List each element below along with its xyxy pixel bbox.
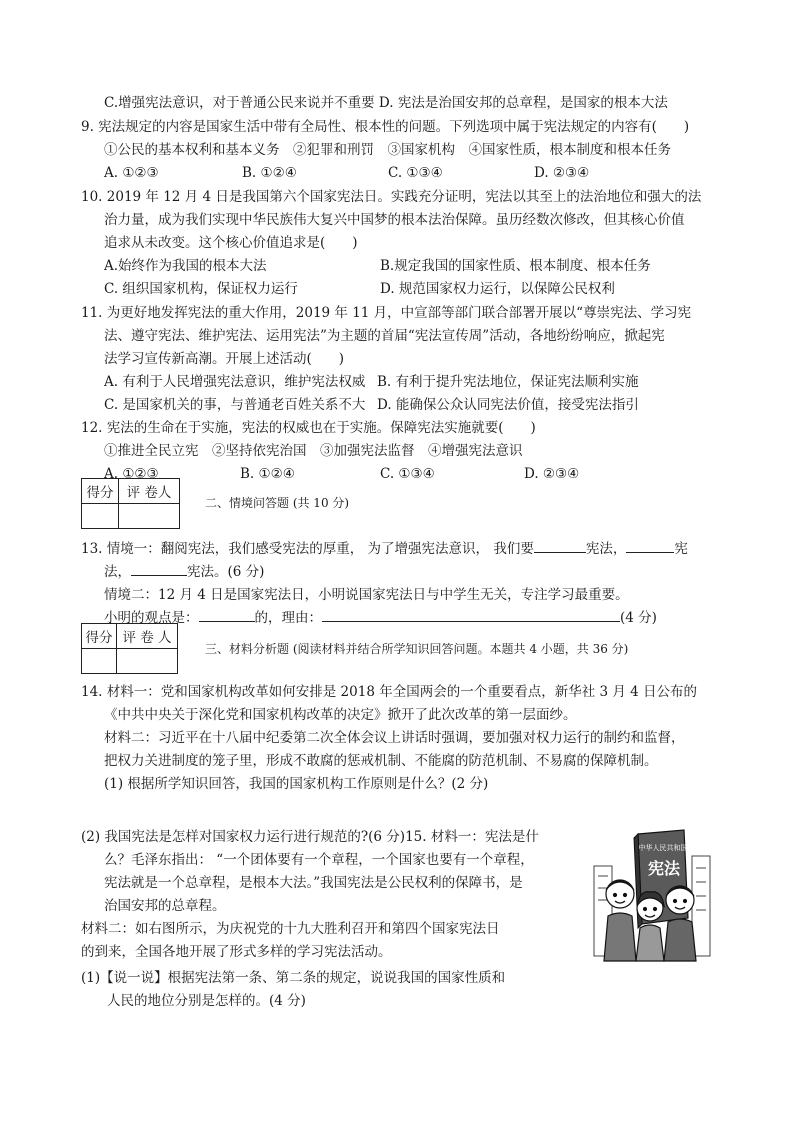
q12-stem: 12. 宪法的生命在于实施，宪法的权威也在于实施。保障宪法实施就要( ) — [81, 420, 536, 436]
q11-option-c[interactable]: C. 是国家机关的事，与普通老百姓关系不大 — [104, 397, 366, 413]
q13-blank-2[interactable] — [626, 538, 674, 553]
q13-blank-opinion[interactable] — [199, 607, 255, 622]
q12-option-a[interactable]: A. ①②③ — [104, 466, 159, 482]
q9-option-b[interactable]: B. ①②④ — [242, 165, 297, 181]
svg-text:宪法: 宪法 — [647, 859, 681, 878]
grader-label: 评 卷人 — [119, 479, 180, 504]
constitution-illustration — [588, 826, 716, 966]
q13-blank-reason[interactable] — [322, 607, 620, 622]
score-box-section-2 — [81, 478, 180, 529]
q15-question-1-line-1: (1)【说一说】根据宪法第一条、第二条的规定，说说我国的国家性质和 — [81, 970, 506, 986]
q14-line-1: 14. 材料一：党和国家机构改革如何安排是 2018 年全国两会的一个重要看点，新华社 3 月 4 日公布的 — [81, 684, 698, 700]
q14-question-2: (2) 我国宪法是怎样对国家权力运行进行规范的?(6 分)15. 材料一：宪法是什 — [81, 829, 539, 845]
q12-option-c[interactable]: C. ①③④ — [380, 466, 435, 482]
q13-line-4: 小明的观点是： 的，理由： (4 分) — [104, 607, 657, 629]
q10-option-a[interactable]: A.始终作为我国的根本大法 — [104, 258, 267, 274]
q10-option-c[interactable]: C. 组织国家机构，保证权力运行 — [104, 281, 298, 297]
q11-line-1: 11. 为更好地发挥宪法的重大作用，2019 年 11 月，中宣部等部门联合部署开展以“尊崇宪法、学习宪 — [81, 305, 692, 321]
q15-line-5: 材料二：如右图所示，为庆祝党的十九大胜利召开和第四个国家宪法日 — [81, 921, 500, 937]
q9-option-d[interactable]: D. ②③④ — [534, 165, 590, 181]
q11-option-a[interactable]: A. 有利于人民增强宪法意识，维护宪法权威 — [104, 374, 366, 390]
q14-line-2: 《中共中央关于深化党和国家机构改革的决定》掀开了此次改革的第一层面纱。 — [104, 707, 577, 723]
q12-items: ①推进全民立宪 ②坚持依宪治国 ③加强宪法监督 ④增强宪法意识 — [104, 443, 523, 459]
q10-option-d[interactable]: D. 规范国家权力运行，以保障公民权利 — [380, 281, 615, 297]
q14-line-3: 材料二：习近平在十八届中纪委第二次全体会议上讲话时强调，要加强对权力运行的制约和监督， — [104, 730, 685, 746]
grader-cell[interactable] — [119, 504, 180, 529]
q9-option-a[interactable]: A. ①②③ — [104, 165, 159, 181]
q8-options-cd: C.增强宪法意识，对于普通公民来说并不重要 D. 宪法是治国安邦的总章程，是国家的根本大法 — [104, 95, 668, 111]
q14-line-4: 把权力关进制度的笼子里，形成不敢腐的惩戒机制、不能腐的防范机制、不易腐的保障机制。 — [104, 753, 658, 769]
q13-line-3: 情境二：12 月 4 日是国家宪法日，小明说国家宪法日与中学生无关，专注学习最重要。 — [104, 587, 629, 603]
score-cell[interactable] — [82, 649, 117, 674]
score-cell[interactable] — [82, 504, 119, 529]
q15-line-4: 治国安邦的总章程。 — [104, 898, 226, 914]
grader-label: 评 卷 人 — [117, 624, 178, 649]
q14-question-1: (1) 根据所学知识回答，我国的国家机构工作原则是什么？(2 分) — [104, 776, 489, 792]
q9-option-c[interactable]: C. ①③④ — [388, 165, 443, 181]
grader-cell[interactable] — [117, 649, 178, 674]
score-box-section-3 — [81, 623, 178, 674]
q15-line-2: 么？毛泽东指出： “一个团体要有一个章程，一个国家也要有一个章程， — [104, 852, 534, 868]
q15-line-6: 的到来，全国各地开展了形式多样的学习宪法活动。 — [81, 944, 392, 960]
q13-blank-1[interactable] — [534, 538, 586, 553]
section-2-title: 二、情境问答题 (共 10 分) — [205, 496, 350, 510]
score-label: 得分 — [82, 624, 117, 649]
svg-text:中华人民共和国: 中华人民共和国 — [638, 844, 688, 852]
q12-option-d[interactable]: D. ②③④ — [524, 466, 580, 482]
q13-blank-3[interactable] — [131, 561, 187, 576]
q10-line-1: 10. 2019 年 12 月 4 日是我国第六个国家宪法日。实践充分证明，宪法以其至上的法治地位和强大的法 — [81, 189, 702, 205]
q10-option-b[interactable]: B.规定我国的国家性质、根本制度、根本任务 — [380, 258, 651, 274]
q11-line-3: 法学习宣传新高潮。开展上述活动( ) — [104, 351, 345, 367]
q11-option-d[interactable]: D. 能确保公众认同宪法价值，接受宪法指引 — [377, 397, 639, 413]
q9-items: ①公民的基本权利和基本义务 ②犯罪和刑罚 ③国家机构 ④国家性质，根本制度和根本任务 — [104, 142, 671, 158]
q10-line-3: 追求从未改变。这个核心价值追求是( ) — [104, 235, 358, 251]
q15-question-1-line-2: 人民的地位分别是怎样的。(4 分) — [107, 993, 306, 1009]
section-3-title: 三、材料分析题 (阅读材料并结合所学知识回答问题。本题共 4 小题，共 36 分) — [205, 642, 629, 656]
q12-option-b[interactable]: B. ①②④ — [240, 466, 295, 482]
score-label: 得分 — [82, 479, 119, 504]
q15-line-3: 宪法就是一个总章程，是根本大法。”我国宪法是公民权利的保障书，是 — [104, 875, 523, 891]
q11-line-2: 法、遵守宪法、维护宪法、运用宪法”为主题的首届“宪法宣传周”活动，各地纷纷响应，掀起宪 — [104, 328, 665, 344]
q13-line-2: 法， 宪法。(6 分) — [104, 561, 264, 583]
q10-line-2: 治力量，成为我们实现中华民族伟大复兴中国梦的根本法治保障。虽历经数次修改，但其核心价值 — [104, 212, 685, 228]
q11-option-b[interactable]: B. 有利于提升宪法地位，保证宪法顺利实施 — [377, 374, 639, 390]
q13-line-1: 13. 情境一：翻阅宪法，我们感受宪法的厚重， 为了增强宪法意识， 我们要 宪法， 宪 — [81, 538, 688, 560]
q9-stem: 9. 宪法规定的内容是国家生活中带有全局性、根本性的问题。下列选项中属于宪法规定的内容有( ) — [81, 119, 690, 135]
